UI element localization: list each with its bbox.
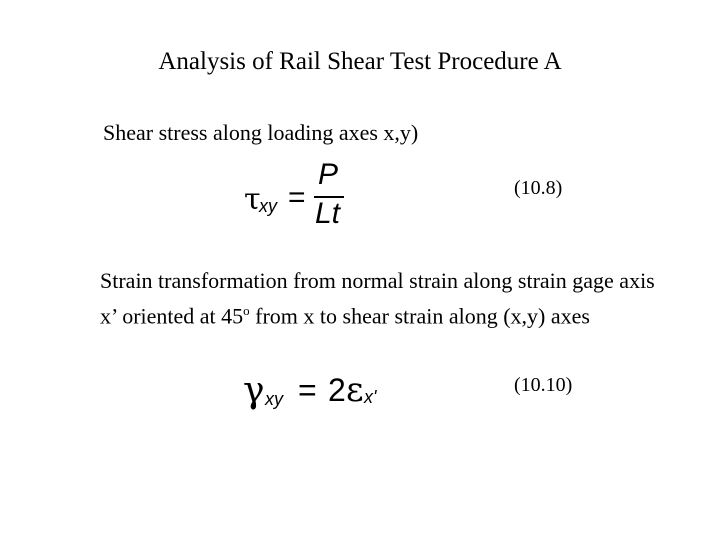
- tau-symbol: τ: [244, 182, 261, 217]
- equation-number-10-8: (10.8): [514, 177, 563, 199]
- epsilon-symbol: ε: [346, 370, 364, 410]
- shear-stress-text: Shear stress along loading axes x,y): [103, 120, 419, 145]
- fraction-numerator: P: [318, 158, 339, 191]
- equation-number-10-10: (10.10): [514, 374, 573, 396]
- equation-10-10: [243, 370, 393, 420]
- strain-text-part2: from x to shear strain along (x,y) axes: [249, 303, 590, 329]
- slide-title: Analysis of Rail Shear Test Procedure A: [158, 48, 562, 75]
- fraction-denominator: Lt: [315, 197, 341, 230]
- gamma-symbol: γ: [243, 370, 265, 411]
- coefficient-two: 2: [328, 372, 346, 408]
- equation-10-8: [238, 158, 378, 238]
- epsilon-subscript: x': [364, 387, 377, 407]
- equals-sign-1: =: [288, 181, 306, 214]
- tau-subscript: xy: [259, 196, 277, 216]
- strain-text-part1: Strain transformation from normal strain along strain gage axis x’ oriented at 45: [100, 268, 655, 329]
- gamma-subscript: xy: [265, 389, 283, 409]
- strain-transformation-text: [100, 266, 660, 331]
- equals-sign-2: =: [298, 372, 317, 408]
- degree-superscript: o: [243, 303, 250, 318]
